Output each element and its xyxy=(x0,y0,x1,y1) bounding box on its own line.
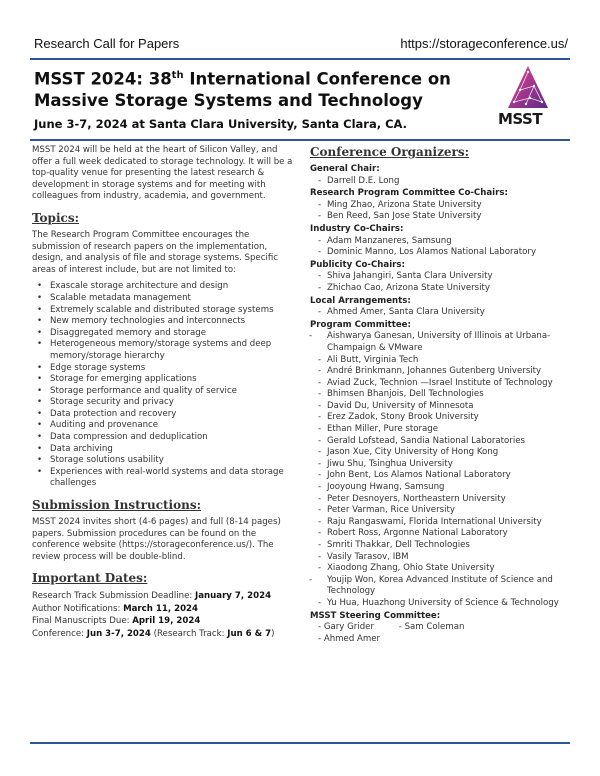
org-item: - Jason Xue, City University of Hong Kong xyxy=(318,447,499,458)
org-item: - Ethan Miller, Pure storage xyxy=(318,424,439,435)
topic-item: • Disaggregated memory and storage xyxy=(32,328,300,340)
topics-heading: Topics: xyxy=(32,210,79,225)
topic-item: • Storage solutions usability xyxy=(32,455,300,467)
divider-top xyxy=(30,58,570,60)
topic-item: • Storage security and privacy xyxy=(32,397,300,409)
divider-mid xyxy=(30,139,570,141)
date-row: Final Manuscripts Due: April 19, 2024 xyxy=(32,616,201,627)
dates-heading: Important Dates: xyxy=(32,571,148,586)
program-committee-group: Program Committee: - Aishwarya Ganesan, University of Illinois at Urbana-Champaign & VMware - Ali Butt, Virginia Tech - André Brinkmann, Johannes Gutenberg University - Aviad Zuck, Technion —Israel Institute of Technology - Bhimsen Bhanjois, Dell Technologies - David Du, University of Minnesota - Erez Zadok, Stony Brook University - Ethan Miller, Pure storage - Gerald Lofstead, Sandia National Laboratories - Jason Xue, City University of Hong Kong - Jiwu Shu, Tsinghua University - John Bent, Los Alamos National Laboratory - Jooyoung Hwang, Samsung - Peter Desnoyers, Northeastern University - Peter Varman, Rice University - Raju Rangaswami, Florida International University - Robert Ross, Argonne National Laboratory - Smriti Thakkar, Dell Technologies - Vasily Tarasov, IBM - Xiaodong Zhang, Ohio State University - Youjip Won, Korea Advanced Institute of Science and Technology - Yu Hua, Huazhong University of Science & Technology xyxy=(310,320,572,610)
general-chair-group: General Chair: - Darrell D.E. Long xyxy=(310,164,572,187)
org-item: - Dominic Manno, Los Alamos National Laboratory xyxy=(318,247,537,258)
date-row: Research Track Submission Deadline: January 7, 2024 xyxy=(32,591,272,602)
org-item: - Youjip Won, Korea Advanced Institute of Science and Technology xyxy=(309,574,553,597)
org-item: - Robert Ross, Argonne National Laboratory xyxy=(318,528,508,539)
local-arrangements-group: Local Arrangements: - Ahmed Amer, Santa Clara University xyxy=(310,296,572,319)
org-item: - Raju Rangaswami, Florida International University xyxy=(318,516,542,527)
topic-item: • Scalable metadata management xyxy=(32,293,300,305)
org-item: - Aviad Zuck, Technion —Israel Institute of Technology xyxy=(318,377,553,388)
dates-list xyxy=(32,590,300,640)
org-item: - Erez Zadok, Stony Brook University xyxy=(318,412,479,423)
top-bar xyxy=(34,36,568,56)
org-item: - Darrell D.E. Long xyxy=(318,175,400,186)
steering-committee-group: MSST Steering Committee: - Gary Grider - Sam Coleman - Ahmed Amer xyxy=(310,611,572,646)
page-title: MSST 2024: 38th International Conference on Massive Storage Systems and Technology xyxy=(34,69,451,110)
org-item: - Yu Hua, Huazhong University of Science & Technology xyxy=(318,597,559,608)
org-item: - David Du, University of Minnesota xyxy=(318,400,474,411)
topic-item: • Data archiving xyxy=(32,444,300,456)
page-subtitle: June 3-7, 2024 at Santa Clara University, Santa Clara, CA. xyxy=(34,117,407,131)
org-item: - Jooyoung Hwang, Samsung xyxy=(318,482,445,493)
org-item: - Ben Reed, San Jose State University xyxy=(318,211,482,222)
header-url[interactable]: https://storageconference.us/ xyxy=(400,36,568,51)
left-column xyxy=(32,145,300,640)
topic-item: • Experiences with real-world systems and data storage challenges xyxy=(32,467,300,490)
org-item: - André Brinkmann, Johannes Gutenberg University xyxy=(318,366,542,377)
date-row: Author Notifications: March 11, 2024 xyxy=(32,603,199,614)
topic-item: • Data protection and recovery xyxy=(32,409,300,421)
org-item: - Sam Coleman xyxy=(398,622,465,633)
org-item: - Zhichao Cao, Arizona State University xyxy=(318,282,490,293)
org-item: - Vasily Tarasov, IBM xyxy=(318,551,409,562)
org-item: - Peter Desnoyers, Northeastern University xyxy=(318,493,506,504)
org-item: - Aishwarya Ganesan, University of Illinois at Urbana-Champaign & VMware xyxy=(309,331,551,353)
org-item: - John Bent, Los Alamos National Laboratory xyxy=(318,470,511,481)
org-item: - Ahmed Amer xyxy=(318,633,381,644)
topic-item: • Heterogeneous memory/storage systems and deep memory/storage hierarchy xyxy=(32,339,300,362)
program-chairs-group: Research Program Committee Co-Chairs: - Ming Zhao, Arizona State University - Ben Reed, San Jose State University xyxy=(310,188,572,223)
org-item: - Ahmed Amer, Santa Clara University xyxy=(318,307,485,318)
steering-row xyxy=(310,622,572,645)
org-item: - Smriti Thakkar, Dell Technologies xyxy=(318,540,470,550)
org-item: - Shiva Jahangiri, Santa Clara University xyxy=(318,271,493,282)
date-row: Conference: Jun 3-7, 2024 (Research Track: Jun 6 & 7) xyxy=(32,628,275,639)
org-item: - Bhimsen Bhanjois, Dell Technologies xyxy=(318,389,484,400)
org-item: - Ali Butt, Virginia Tech xyxy=(318,354,419,365)
submission-heading: Submission Instructions: xyxy=(32,498,202,513)
header-left: Research Call for Papers xyxy=(34,36,180,51)
org-item: - Xiaodong Zhang, Ohio State University xyxy=(318,563,495,574)
submission-text: MSST 2024 invites short (4-6 pages) and full (8-14 pages) papers. Submission procedures can be found on the conference website (https://storageconference.us/). The review process will be double-blind. xyxy=(32,517,281,562)
topic-item: • Exascale storage architecture and design xyxy=(32,281,300,293)
topic-item: • New memory technologies and interconnects xyxy=(32,316,300,328)
topics-list xyxy=(32,281,300,490)
right-column xyxy=(310,145,572,645)
industry-chairs-group: Industry Co-Chairs: - Adam Manzaneres, Samsung - Dominic Manno, Los Alamos National Laboratory xyxy=(310,224,572,259)
org-item: - Jiwu Shu, Tsinghua University xyxy=(318,458,453,469)
topic-item: • Extremely scalable and distributed storage systems xyxy=(32,305,300,317)
topic-item: • Auditing and provenance xyxy=(32,420,300,432)
divider-bottom xyxy=(30,742,570,744)
org-item: - Peter Varman, Rice University xyxy=(318,505,455,516)
intro-text: MSST 2024 will be held at the heart of Silicon Valley, and offer a full week dedicated to storage technology. It will be a top-quality venue for presenting the latest research & development in storage systems and for meeting with colleagues from industry, academia, and government. xyxy=(32,145,293,202)
org-item: - Adam Manzaneres, Samsung xyxy=(318,235,452,246)
org-item: - Gary Grider xyxy=(318,622,374,633)
topics-intro: The Research Program Committee encourages the submission of research papers on the implementation, design, and analysis of file and storage systems. Specific areas of interest include, but are not limited to: xyxy=(32,229,278,275)
topic-item: • Edge storage systems xyxy=(32,363,300,375)
topic-item: • Storage for emerging applications xyxy=(32,374,300,386)
topic-item: • Data compression and deduplication xyxy=(32,432,300,444)
org-item: - Gerald Lofstead, Sandia National Laboratories xyxy=(318,435,525,446)
topic-item: • Storage performance and quality of service xyxy=(32,386,300,398)
publicity-chairs-group: Publicity Co-Chairs: - Shiva Jahangiri, Santa Clara University - Zhichao Cao, Arizona State University xyxy=(310,260,572,295)
logo-text: MSST xyxy=(497,110,543,128)
organizers-heading: Conference Organizers: xyxy=(310,145,470,159)
org-item: - Ming Zhao, Arizona State University xyxy=(318,199,482,210)
